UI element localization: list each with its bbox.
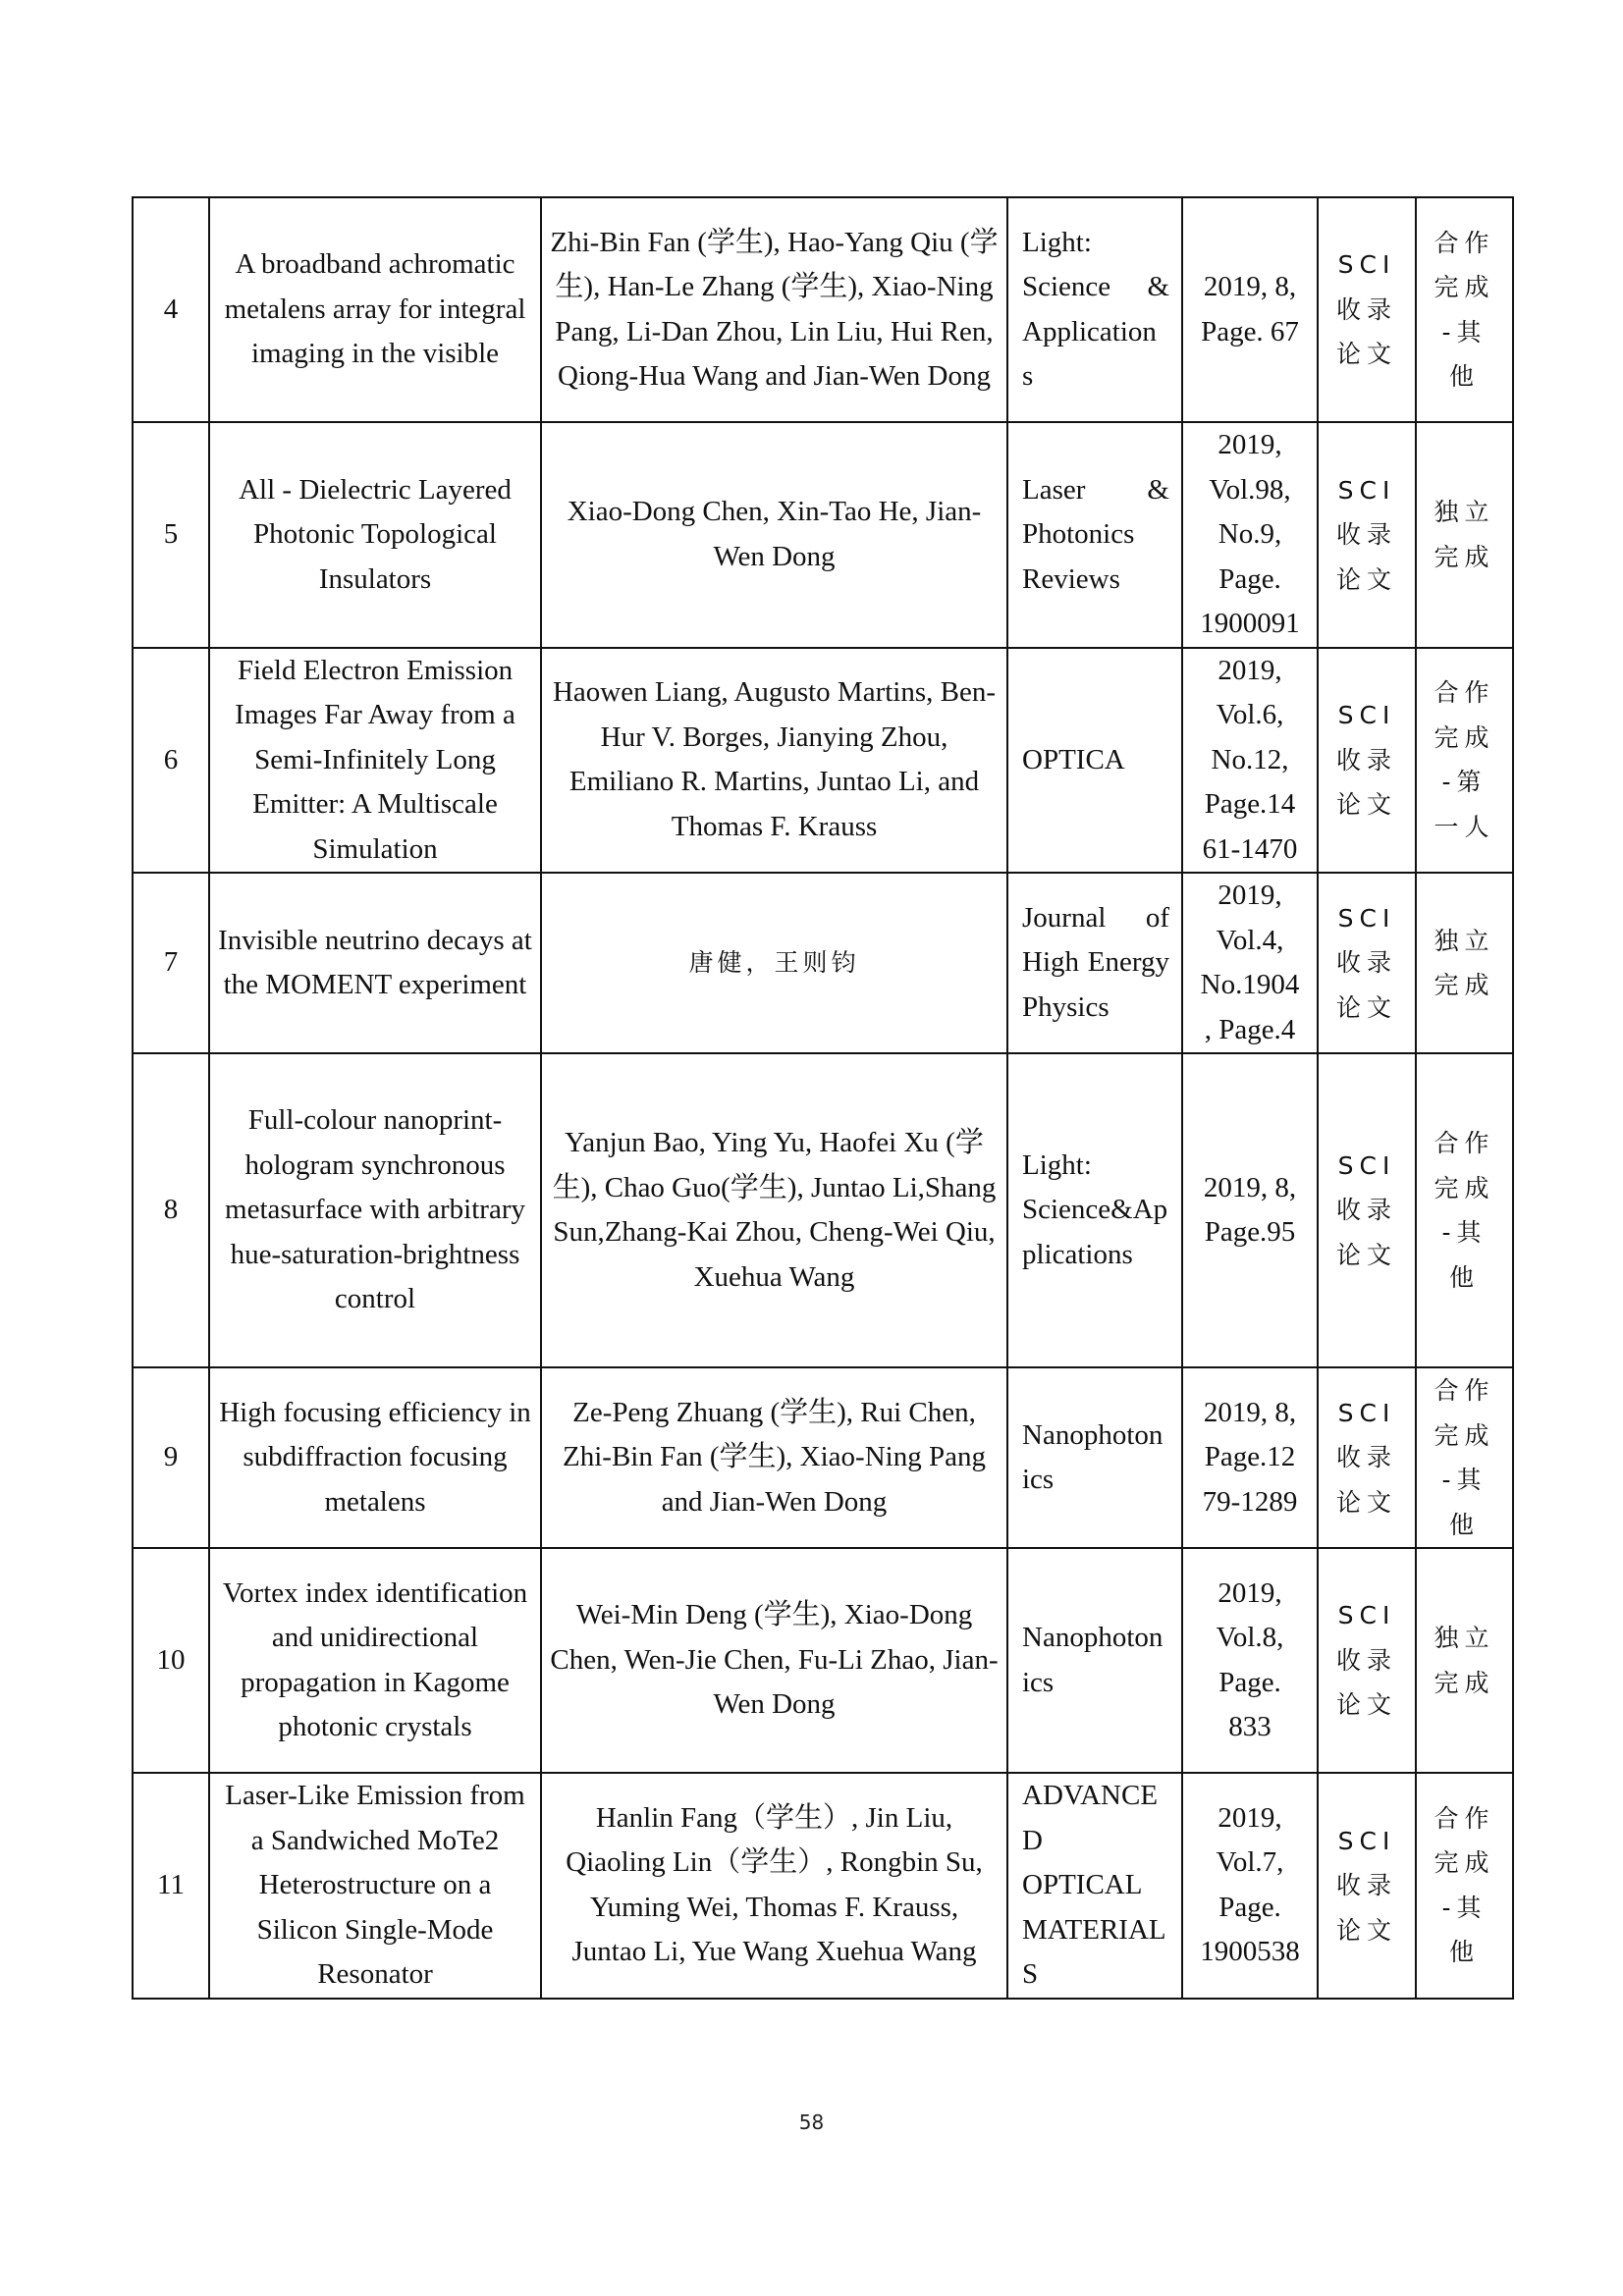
cell-year-volume-page: [1182, 1367, 1318, 1548]
cell-authors: [541, 873, 1007, 1053]
cell-indexed-type-text: SCI 收录 论文: [1335, 1826, 1397, 1945]
cell-authors-text: 唐健，王则钧: [688, 948, 860, 978]
table-row: [133, 1053, 1513, 1367]
cell-title: [209, 1053, 541, 1367]
cell-indexed-type: [1318, 1053, 1416, 1367]
cell-title: [209, 1548, 541, 1773]
cell-indexed-type: [1318, 1548, 1416, 1773]
cell-indexed-type-text: SCI 收录 论文: [1335, 701, 1397, 819]
cell-title: [209, 873, 541, 1053]
cell-title: [209, 1773, 541, 1999]
cell-completion-type-text: 合作 完成 -其 他: [1434, 1376, 1495, 1539]
cell-index-text: 4: [163, 293, 179, 325]
cell-title-text: High focusing efficiency in subdiffraction focusing metalens: [219, 1396, 531, 1518]
cell-completion-type: [1416, 873, 1513, 1053]
cell-journal: [1007, 1053, 1182, 1367]
cell-index-text: 11: [157, 1869, 185, 1900]
cell-authors: [541, 1053, 1007, 1367]
cell-indexed-type: [1318, 197, 1416, 422]
cell-journal-text: Light: Science&Applications: [1022, 1148, 1168, 1270]
cell-year-volume-page-text: 2019, Vol.6, No.12, Page.14 61-1470: [1202, 654, 1298, 865]
cell-authors-text: Yanjun Bao, Ying Yu, Haofei Xu (学生), Chao Guo(学生), Juntao Li,Shang Sun,Zhang-Kai Zhou, Cheng-Wei Qiu, Xuehua Wang: [552, 1127, 997, 1293]
cell-indexed-type: [1318, 873, 1416, 1053]
cell-authors: [541, 648, 1007, 874]
cell-authors-text: Xiao-Dong Chen, Xin-Tao He, Jian-Wen Dong: [567, 496, 982, 572]
table-row: [133, 197, 1513, 422]
table-row: [133, 873, 1513, 1053]
cell-indexed-type-text: SCI 收录 论文: [1335, 250, 1397, 369]
cell-journal-text: OPTICA: [1022, 743, 1125, 775]
cell-indexed-type-text: SCI 收录 论文: [1335, 903, 1397, 1022]
cell-journal: [1007, 422, 1182, 648]
cell-indexed-type: [1318, 422, 1416, 648]
table-body: [133, 197, 1513, 1999]
table-row: [133, 648, 1513, 874]
cell-indexed-type: [1318, 1367, 1416, 1548]
cell-completion-type: [1416, 422, 1513, 648]
cell-title-text: Invisible neutrino decays at the MOMENT experiment: [218, 924, 532, 1000]
cell-year-volume-page: [1182, 422, 1318, 648]
cell-year-volume-page-text: 2019, Vol.8, Page. 833: [1216, 1576, 1284, 1742]
cell-authors-text: Wei-Min Deng (学生), Xiao-Dong Chen, Wen-Jie Chen, Fu-Li Zhao, Jian-Wen Dong: [550, 1599, 999, 1721]
cell-journal-text: Nanophotonics: [1022, 1622, 1163, 1698]
table-row: [133, 1773, 1513, 1999]
cell-authors: [541, 1367, 1007, 1548]
cell-completion-type: [1416, 1367, 1513, 1548]
table-row: [133, 1367, 1513, 1548]
cell-completion-type: [1416, 1548, 1513, 1773]
cell-title: [209, 648, 541, 874]
cell-year-volume-page-text: 2019, 8, Page.95: [1203, 1171, 1297, 1248]
cell-year-volume-page: [1182, 1053, 1318, 1367]
cell-title: [209, 197, 541, 422]
cell-indexed-type-text: SCI 收录 论文: [1335, 475, 1397, 594]
cell-authors: [541, 1548, 1007, 1773]
cell-completion-type-text: 独立 完成: [1434, 1624, 1495, 1697]
cell-indexed-type-text: SCI 收录 论文: [1335, 1150, 1397, 1269]
cell-title: [209, 422, 541, 648]
cell-authors-text: Ze-Peng Zhuang (学生), Rui Chen, Zhi-Bin Fan (学生), Xiao-Ning Pang and Jian-Wen Dong: [563, 1396, 986, 1518]
cell-completion-type: [1416, 1773, 1513, 1999]
cell-year-volume-page-text: 2019, 8, Page.12 79-1289: [1202, 1396, 1298, 1518]
cell-authors: [541, 1773, 1007, 1999]
cell-year-volume-page: [1182, 1773, 1318, 1999]
cell-authors: [541, 197, 1007, 422]
cell-journal-text: Light: Science & Application s: [1022, 226, 1169, 392]
cell-title-text: Laser-Like Emission from a Sandwiched MoTe2 Heterostructure on a Silicon Single-Mode Resonator: [225, 1780, 525, 1990]
cell-completion-type-text: 合作 完成 -其 他: [1434, 1129, 1495, 1292]
cell-journal: [1007, 1367, 1182, 1548]
cell-indexed-type: [1318, 648, 1416, 874]
cell-title-text: Field Electron Emission Images Far Away from a Semi-Infinitely Long Emitter: A Multiscale Simulation: [235, 654, 515, 865]
table-row: [133, 422, 1513, 648]
cell-index: [133, 422, 209, 648]
cell-indexed-type-text: SCI 收录 论文: [1335, 1398, 1397, 1517]
cell-year-volume-page: [1182, 1548, 1318, 1773]
cell-index-text: 5: [163, 518, 179, 550]
cell-authors-text: Hanlin Fang（学生）, Jin Liu, Qiaoling Lin（学生）, Rongbin Su, Yuming Wei, Thomas F. Krauss, Juntao Li, Yue Wang Xuehua Wang: [566, 1801, 983, 1968]
cell-completion-type-text: 合作 完成 -其 他: [1434, 228, 1495, 391]
publication-table: [132, 196, 1514, 2000]
cell-title-text: All - Dielectric Layered Photonic Topological Insulators: [239, 473, 512, 595]
cell-completion-type-text: 合作 完成 -其 他: [1434, 1803, 1495, 1967]
cell-journal: [1007, 1548, 1182, 1773]
cell-year-volume-page: [1182, 648, 1318, 874]
cell-index-text: 6: [163, 743, 179, 775]
cell-index-text: 9: [163, 1441, 179, 1473]
cell-index: [133, 1548, 209, 1773]
cell-completion-type-text: 独立 完成: [1434, 498, 1495, 571]
cell-index: [133, 197, 209, 422]
cell-title-text: Full-colour nanoprint-hologram synchronous metasurface with arbitrary hue-saturation-brightness control: [225, 1104, 525, 1315]
cell-journal-text: ADVANCED OPTICAL MATERIALS: [1022, 1780, 1166, 1990]
cell-year-volume-page-text: 2019, Vol.7, Page. 1900538: [1200, 1801, 1300, 1968]
cell-index: [133, 873, 209, 1053]
cell-journal-text: Nanophotonics: [1022, 1418, 1163, 1495]
cell-authors-text: Haowen Liang, Augusto Martins, Ben-Hur V. Borges, Jianying Zhou, Emiliano R. Martins, Juntao Li, and Thomas F. Krauss: [552, 676, 997, 842]
cell-completion-type: [1416, 197, 1513, 422]
cell-journal-text: Journal of High Energy Physics: [1022, 901, 1169, 1023]
cell-title-text: Vortex index identification and unidirectional propagation in Kagome photonic crystals: [222, 1576, 528, 1742]
cell-indexed-type: [1318, 1773, 1416, 1999]
table-row: [133, 1548, 1513, 1773]
cell-year-volume-page-text: 2019, 8, Page. 67: [1201, 271, 1299, 347]
cell-year-volume-page: [1182, 873, 1318, 1053]
cell-journal: [1007, 197, 1182, 422]
cell-journal: [1007, 873, 1182, 1053]
cell-index: [133, 1367, 209, 1548]
cell-completion-type-text: 独立 完成: [1434, 926, 1495, 999]
cell-authors-text: Zhi-Bin Fan (学生), Hao-Yang Qiu (学生), Han-Le Zhang (学生), Xiao-Ning Pang, Li-Dan Zhou, Lin Liu, Hui Ren, Qiong-Hua Wang and Jian-Wen Dong: [550, 226, 999, 392]
cell-index: [133, 648, 209, 874]
cell-title-text: A broadband achromatic metalens array for integral imaging in the visible: [224, 248, 526, 370]
cell-index-text: 8: [163, 1194, 179, 1226]
page-number: 58: [798, 2110, 825, 2134]
cell-journal: [1007, 1773, 1182, 1999]
cell-index: [133, 1053, 209, 1367]
cell-indexed-type-text: SCI 收录 论文: [1335, 1601, 1397, 1720]
cell-index-text: 10: [156, 1643, 186, 1676]
cell-completion-type-text: 合作 完成 -第 一人: [1434, 678, 1495, 841]
cell-completion-type: [1416, 648, 1513, 874]
cell-index-text: 7: [163, 946, 179, 979]
cell-year-volume-page: [1182, 197, 1318, 422]
cell-index: [133, 1773, 209, 1999]
cell-title: [209, 1367, 541, 1548]
cell-authors: [541, 422, 1007, 648]
cell-year-volume-page-text: 2019, Vol.98, No.9, Page. 1900091: [1200, 429, 1300, 639]
cell-journal-text: Laser & Photonics Reviews: [1022, 473, 1169, 595]
cell-completion-type: [1416, 1053, 1513, 1367]
cell-year-volume-page-text: 2019, Vol.4, No.1904 , Page.4: [1200, 880, 1300, 1045]
cell-journal: [1007, 648, 1182, 874]
